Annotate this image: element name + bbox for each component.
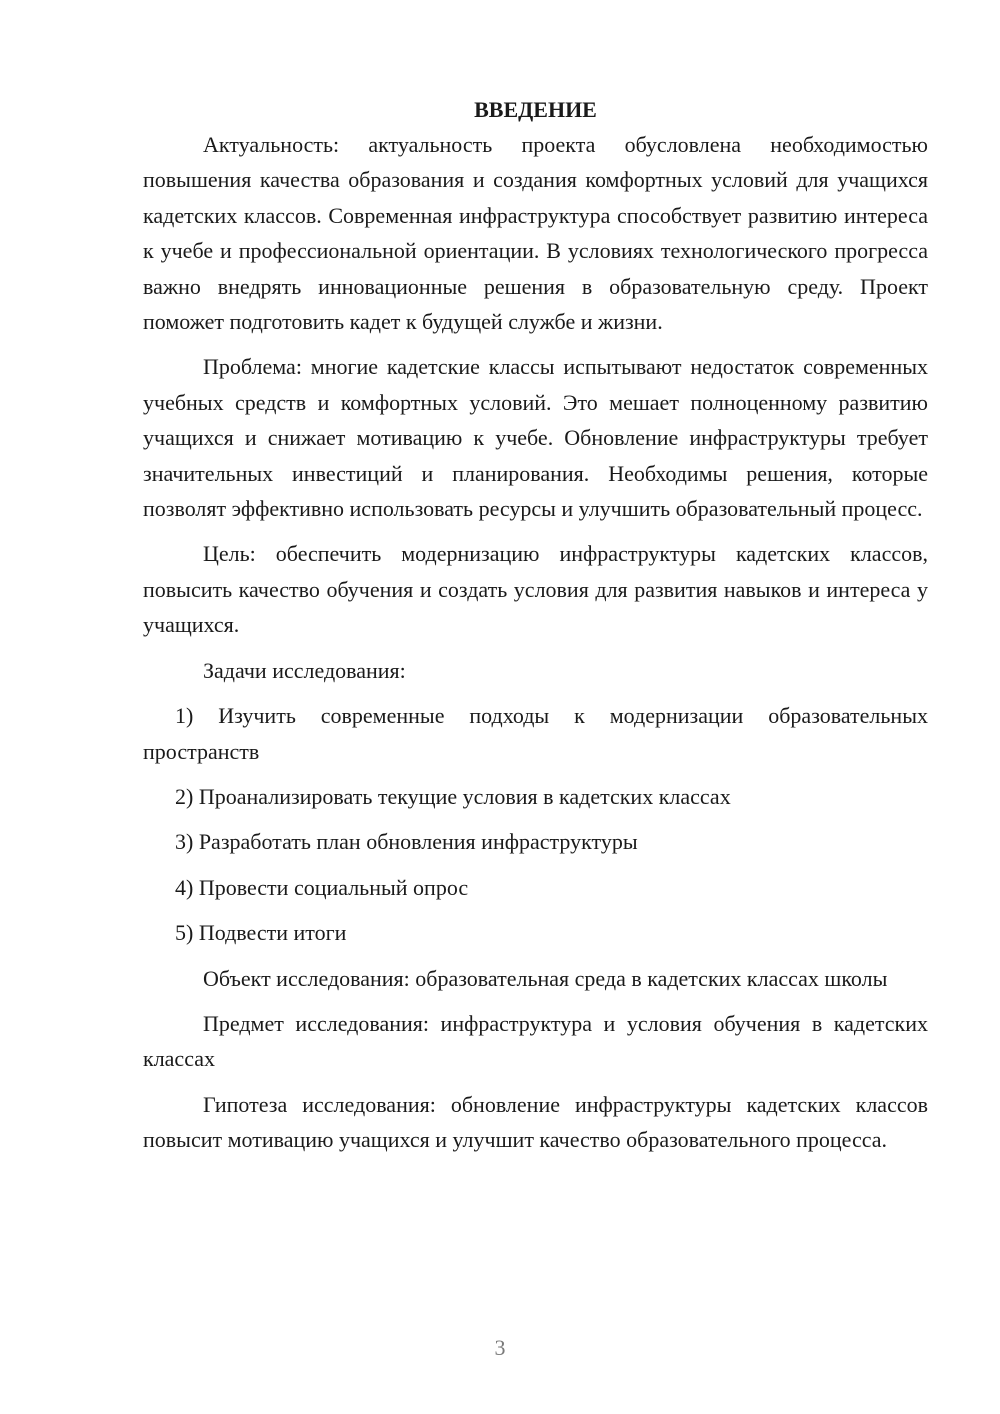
tasks-heading: Задачи исследования: (203, 657, 406, 683)
object-paragraph: Объект исследования: образовательная среда в кадетских классах школы (203, 965, 888, 991)
task-item-4: 4) Провести социальный опрос (175, 874, 469, 900)
page-number: 3 (494, 1335, 506, 1360)
task-item-1: 1) Изучить современные подходы к модернизации образовательных пространств (143, 703, 928, 764)
problem-paragraph: Проблема: многие кадетские классы испытывают недостаток современных учебных средств и комфортных условий. Это мешает полноценному развитию учащихся и снижает мотивацию к учебе. Обновление инфраструктуры требует значительных инвестиций и планирования. Необходимы решения, которые позволят эффективно использовать ресурсы и улучшить образовательный процесс. (143, 354, 928, 522)
relevance-paragraph: Актуальность: актуальность проекта обусловлена необходимостью повышения качества образования и создания комфортных условий для учащихся кадетских классов. Современная инфраструктура способствует развитию интереса к учебе и профессиональной ориентации. В условиях технологического прогресса важно внедрять инновационные решения в образовательную среду. Проект поможет подготовить кадет к будущей службе и жизни. (143, 132, 928, 335)
hypothesis-paragraph: Гипотеза исследования: обновление инфраструктуры кадетских классов повысит мотивацию учащихся и улучшит качество образовательного процесса. (143, 1091, 928, 1153)
subject-paragraph: Предмет исследования: инфраструктура и условия обучения в кадетских классах (143, 1010, 928, 1072)
task-item-3: 3) Разработать план обновления инфраструктуры (175, 829, 638, 855)
page-title: ВВЕДЕНИЕ (474, 97, 597, 122)
task-item-2: 2) Проанализировать текущие условия в кадетских классах (175, 783, 731, 809)
task-item-5: 5) Подвести итоги (175, 920, 347, 946)
document-page (143, 92, 928, 1158)
goal-paragraph: Цель: обеспечить модернизацию инфраструктуры кадетских классов, повысить качество обучения и создать условия для развития навыков и интереса у учащихся. (143, 541, 928, 638)
